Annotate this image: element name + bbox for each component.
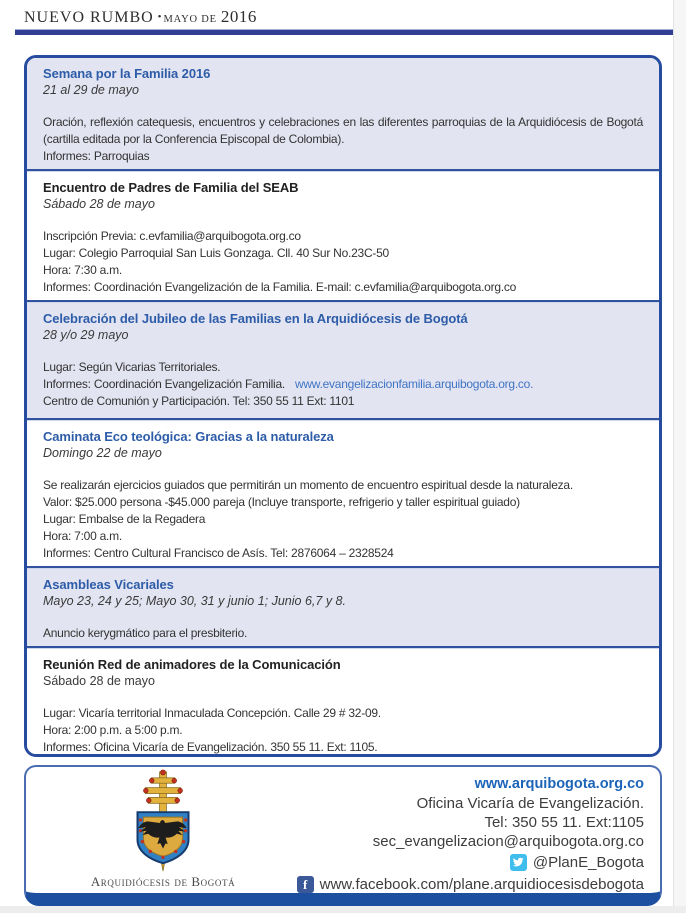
event-title: Encuentro de Padres de Familia del SEAB: [43, 180, 299, 195]
event-body: [43, 625, 643, 642]
event-text-line: [43, 262, 643, 279]
text-segment: Informes: Coordinación Evangelización de la Familia. E-mail: c.evfamilia@arquibogota.org.co: [43, 280, 516, 294]
text-segment: Valor: $25.000 persona -$45.000 pareja (Incluye transporte, refrigerio y taller espiritual guiado): [43, 495, 520, 509]
event-text-line: [43, 393, 643, 410]
event-text-line: [43, 494, 643, 511]
event-card: [27, 568, 659, 648]
text-segment: Informes: Centro Cultural Francisco de Asís. Tel: 2876064 – 2328524: [43, 546, 394, 560]
archdiocese-coat-of-arms-icon: [104, 769, 222, 873]
footer-box: [24, 765, 662, 906]
facebook-url[interactable]: www.facebook.com/plane.arquidiocesisdebogota: [319, 875, 644, 893]
event-body: [43, 114, 643, 165]
event-text-line: [43, 722, 643, 739]
event-title: Caminata Eco teológica: Gracias a la naturaleza: [43, 429, 334, 444]
event-body: [43, 359, 643, 410]
event-date: Mayo 23, 24 y 25; Mayo 30, 31 y junio 1; Junio 6,7 y 8.: [43, 594, 346, 608]
text-segment: Inscripción Previa: c.evfamilia@arquibogota.org.co: [43, 229, 301, 243]
masthead-title: NUEVO RUMBO: [24, 9, 154, 26]
masthead-month: MAYO DE: [163, 14, 217, 25]
text-segment: Hora: 7:00 a.m.: [43, 529, 122, 543]
twitter-row[interactable]: [297, 851, 644, 873]
event-body: [43, 228, 643, 296]
event-title: Celebración del Jubileo de las Familias en la Arquidiócesis de Bogotá: [43, 311, 468, 326]
page-scan-edge-right: [673, 0, 686, 913]
event-date: Sábado 28 de mayo: [43, 674, 155, 688]
event-text-line: [43, 477, 643, 494]
text-segment: Anuncio kerygmático para el presbiterio.: [43, 626, 248, 640]
text-segment: Informes: Coordinación Evangelización Familia.: [43, 377, 285, 391]
event-text-line: [43, 545, 643, 562]
text-segment: Hora: 2:00 p.m. a 5:00 p.m.: [43, 723, 183, 737]
footer-phone: Tel: 350 55 11. Ext:1105: [484, 814, 644, 831]
event-text-line: [43, 359, 643, 376]
event-text-line: [43, 705, 643, 722]
text-segment: Lugar: Embalse de la Regadera: [43, 512, 206, 526]
event-title: Reunión Red de animadores de la Comunicación: [43, 657, 341, 672]
page-scan-edge-bottom: [0, 906, 686, 913]
masthead: [24, 7, 257, 27]
event-text-line: [43, 245, 643, 262]
event-text-line: [43, 148, 643, 165]
event-text-line: [43, 376, 643, 393]
event-card: [27, 302, 659, 420]
footer-contact-block: [297, 774, 644, 895]
event-title: Asambleas Vicariales: [43, 577, 174, 592]
event-text-line: [43, 528, 643, 545]
text-segment: Centro de Comunión y Participación. Tel: 350 55 11 Ext: 1101: [43, 394, 355, 408]
text-segment: Lugar: Según Vicarias Territoriales.: [43, 360, 221, 374]
org-name: Arquidiócesis de Bogotá: [90, 874, 236, 889]
event-card: [27, 58, 659, 171]
event-date: Sábado 28 de mayo: [43, 197, 155, 211]
footer-crest: [78, 769, 248, 891]
facebook-f-icon: f: [297, 876, 314, 893]
event-body: [43, 477, 643, 562]
event-text-line: [43, 511, 643, 528]
footer-email: sec_evangelizacion@arquibogota.org.co: [372, 833, 644, 850]
text-segment: Lugar: Vicaría territorial Inmaculada Concepción. Calle 29 # 32-09.: [43, 706, 381, 720]
text-segment: Oración, reflexión catequesis, encuentros y celebraciones en las diferentes parroquias de la Arquidiócesis de Bogotá (cartilla editada por la Conferencia Episcopal de Colombia).: [43, 115, 643, 146]
masthead-bullet: •: [157, 11, 162, 23]
event-text-line: [43, 114, 643, 148]
event-card: [27, 648, 659, 757]
masthead-year: 2016: [220, 7, 257, 26]
event-body: [43, 705, 643, 756]
event-card: [27, 420, 659, 568]
event-date: 28 y/o 29 mayo: [43, 328, 129, 342]
events-box: [24, 55, 662, 757]
event-card: [27, 171, 659, 302]
facebook-row[interactable]: [297, 873, 644, 895]
inline-link[interactable]: www.evangelizacionfamilia.arquibogota.org.co.: [294, 377, 534, 391]
event-text-line: [43, 279, 643, 296]
event-text-line: [43, 739, 643, 756]
twitter-handle[interactable]: @PlanE_Bogota: [532, 853, 644, 871]
event-text-line: [43, 625, 643, 642]
text-segment: Hora: 7:30 a.m.: [43, 263, 122, 277]
text-segment: Lugar: Colegio Parroquial San Luis Gonzaga. Cll. 40 Sur No.23C-50: [43, 246, 389, 260]
footer-website-link[interactable]: www.arquibogota.org.co: [474, 776, 644, 792]
event-text-line: [43, 228, 643, 245]
text-segment: Se realizarán ejercicios guiados que permitirán un momento de encuentro espiritual desde la naturaleza.: [43, 478, 573, 492]
event-date: 21 al 29 de mayo: [43, 83, 139, 97]
header-rule: [15, 29, 675, 35]
text-segment: Informes: Oficina Vicaría de Evangelización. 350 55 11. Ext: 1105.: [43, 740, 378, 754]
event-title: Semana por la Familia 2016: [43, 66, 211, 81]
event-date: Domingo 22 de mayo: [43, 446, 162, 460]
text-segment: Informes: Parroquias: [43, 149, 150, 163]
footer-office: Oficina Vicaría de Evangelización.: [416, 795, 644, 812]
twitter-bird-icon: [510, 854, 527, 871]
